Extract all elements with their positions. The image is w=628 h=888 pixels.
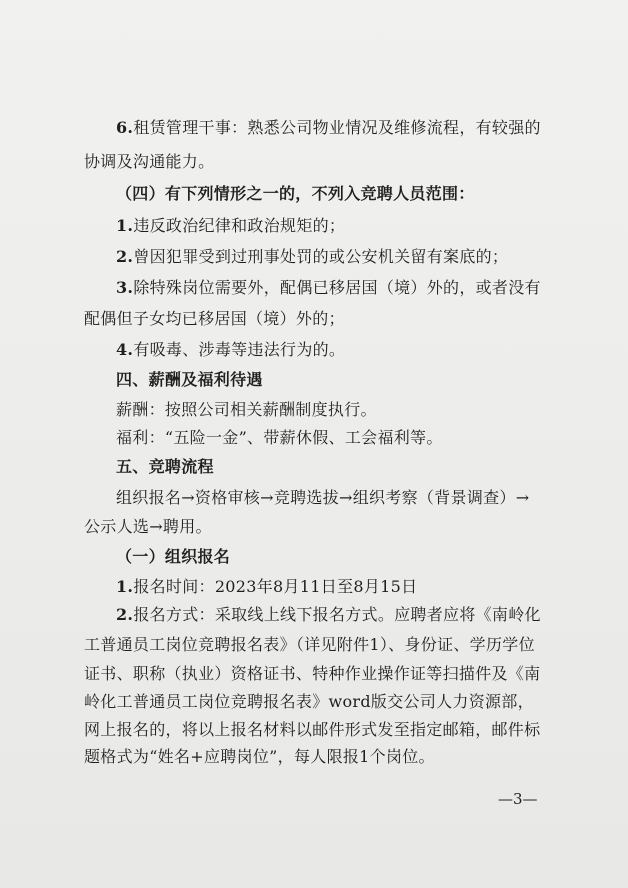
text-line: 工普通员工岗位竞聘报名表》（详见附件1）、身份证、学历学位 [84, 635, 535, 654]
page-number: —3— [498, 790, 538, 808]
list-item: 6.租赁管理干事：熟悉公司物业情况及维修流程，有较强的 [116, 118, 541, 137]
section-heading: 四、薪酬及福利待遇 [116, 370, 263, 389]
text-line: 福利：“五险一金”、带薪休假、工会福利等。 [116, 428, 443, 447]
text-line: 岭化工普通员工岗位竞聘报名表》word版交公司人力资源部， [84, 692, 534, 711]
text-line: 公示人选→聘用。 [84, 517, 212, 536]
list-item: 1.违反政治纪律和政治规矩的； [116, 216, 346, 235]
text-line: 配偶但子女均已移居国（境）外的； [84, 309, 345, 328]
list-item: 2.曾因犯罪受到过刑事处罚的或公安机关留有案底的； [116, 247, 509, 266]
section-heading: （一）组织报名 [116, 547, 231, 566]
list-item: 4.有吸毒、涉毒等违法行为的。 [116, 340, 346, 359]
list-item: 1.报名时间：2023年8月11日至8月15日 [116, 577, 418, 596]
text-line: 薪酬：按照公司相关薪酬制度执行。 [116, 400, 377, 419]
list-item: 3.除特殊岗位需要外，配偶已移居国（境）外的，或者没有 [116, 278, 541, 297]
list-item: 2.报名方式：采取线上线下报名方式。应聘者应将《南岭化 [116, 605, 541, 624]
text-line: 网上报名的，将以上报名材料以邮件形式发至指定邮箱，邮件标 [84, 720, 541, 739]
text-line: 协调及沟通能力。 [84, 152, 215, 171]
text-line: 组织报名→资格审核→竞聘选拔→组织考察（背景调查）→ [116, 488, 530, 507]
text-line: 证书、职称（执业）资格证书、特种作业操作证等扫描件及《南 [84, 664, 541, 683]
section-heading: （四）有下列情形之一的，不列入竞聘人员范围： [116, 184, 475, 203]
text-line: 题格式为“姓名+应聘岗位”，每人限报1个岗位。 [84, 747, 435, 766]
section-heading: 五、竞聘流程 [116, 457, 214, 476]
